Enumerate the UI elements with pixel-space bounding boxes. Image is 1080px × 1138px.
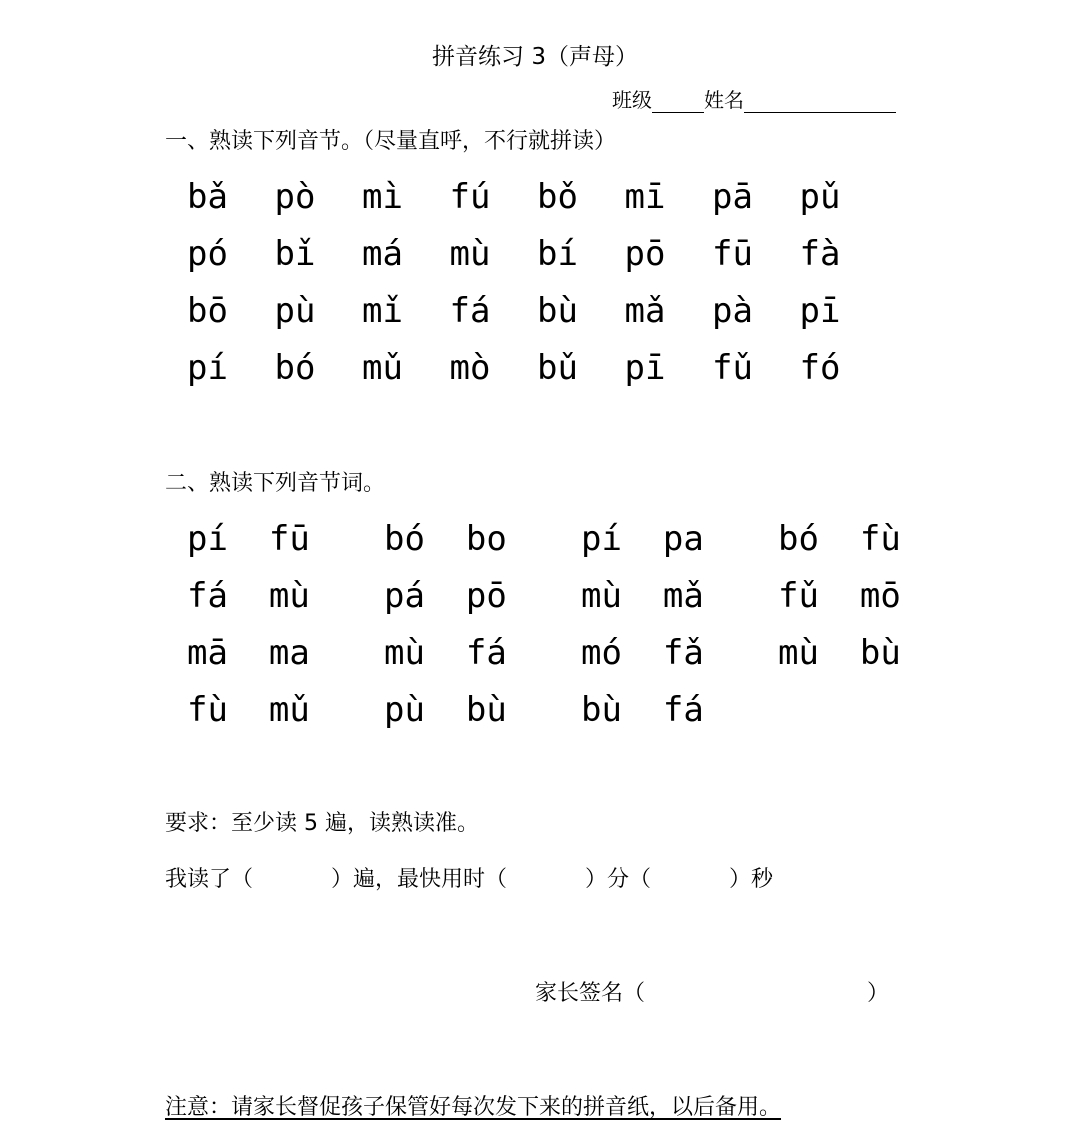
page-title: 拼音练习 3（声母）: [432, 44, 638, 70]
name-label: 姓名: [704, 88, 744, 112]
class-blank: [652, 90, 704, 113]
syllable: bǐ: [274, 234, 316, 274]
parent-signature-line: [535, 976, 889, 1007]
syllable: pā: [712, 177, 753, 217]
syllable-word: mā ma: [187, 633, 310, 673]
section2-heading: 二、熟读下列音节词。: [165, 471, 386, 496]
syllable-word: pí fū: [187, 519, 310, 559]
syllable-word: bó bo: [384, 519, 507, 559]
syllable: pī: [624, 348, 666, 388]
minutes-blank: [507, 862, 585, 893]
syllable: pù: [274, 291, 316, 331]
record-part-3: ）分（: [585, 867, 652, 892]
times-blank: [253, 862, 331, 893]
syllable-word: pù bù: [384, 690, 507, 730]
syllable: mǎ: [624, 291, 666, 331]
syllable: mǐ: [362, 291, 403, 331]
syllable: fǔ: [712, 348, 753, 388]
syllable: mò: [449, 348, 491, 388]
class-label: 班级: [612, 88, 652, 112]
syllable: fó: [799, 348, 841, 388]
syllable-word: fǔ mō: [778, 576, 901, 616]
syllable-word: fá mù: [187, 576, 310, 616]
syllable: pò: [274, 177, 316, 217]
syllable-word: mù fá: [384, 633, 507, 673]
record-part-4: ）秒: [729, 867, 774, 892]
syllable: mǔ: [362, 348, 403, 388]
syllable: fū: [712, 234, 753, 274]
syllable: pī: [799, 291, 841, 331]
syllable-word: pí pa: [581, 519, 704, 559]
record-part-2: ）遍，最快用时（: [331, 867, 508, 892]
syllable: mù: [449, 234, 491, 274]
syllable: fà: [799, 234, 841, 274]
syllable-grid: [187, 172, 887, 400]
signature-close: ）: [867, 981, 890, 1006]
section1-heading: 一、熟读下列音节。（尽量直呼，不行就拼读）: [165, 129, 617, 154]
word-grid: [187, 514, 975, 742]
syllable: bǔ: [537, 348, 578, 388]
syllable-word: pá pō: [384, 576, 507, 616]
syllable: mī: [624, 177, 666, 217]
requirement-text: 要求：至少读 5 遍，读熟读准。: [165, 811, 479, 836]
syllable: bō: [187, 291, 228, 331]
notice-text: 注意：请家长督促孩子保管好每次发下来的拼音纸，以后备用。: [165, 1095, 782, 1120]
reading-record-line: [165, 862, 773, 893]
name-blank: [744, 90, 896, 113]
syllable: fú: [449, 177, 491, 217]
syllable: pà: [712, 291, 753, 331]
syllable: bí: [537, 234, 578, 274]
syllable: pǔ: [799, 177, 841, 217]
syllable-word: fù mǔ: [187, 690, 310, 730]
syllable-word: mù mǎ: [581, 576, 704, 616]
seconds-blank: [651, 862, 729, 893]
syllable: fá: [449, 291, 491, 331]
syllable: bù: [537, 291, 578, 331]
syllable: pō: [624, 234, 666, 274]
syllable: mì: [362, 177, 403, 217]
student-info-line: [612, 84, 896, 113]
syllable: bǎ: [187, 177, 228, 217]
syllable-word: mó fǎ: [581, 633, 704, 673]
syllable-word: mù bù: [778, 633, 901, 673]
signature-label: 家长签名（: [535, 981, 646, 1006]
syllable: bǒ: [537, 177, 578, 217]
syllable: bó: [274, 348, 316, 388]
syllable-word: bó fù: [778, 519, 901, 559]
syllable-word: bù fá: [581, 690, 704, 730]
syllable: má: [362, 234, 403, 274]
signature-blank: [645, 976, 867, 1007]
record-part-1: 我读了（: [165, 867, 254, 892]
syllable: pó: [187, 234, 228, 274]
syllable: pí: [187, 348, 228, 388]
